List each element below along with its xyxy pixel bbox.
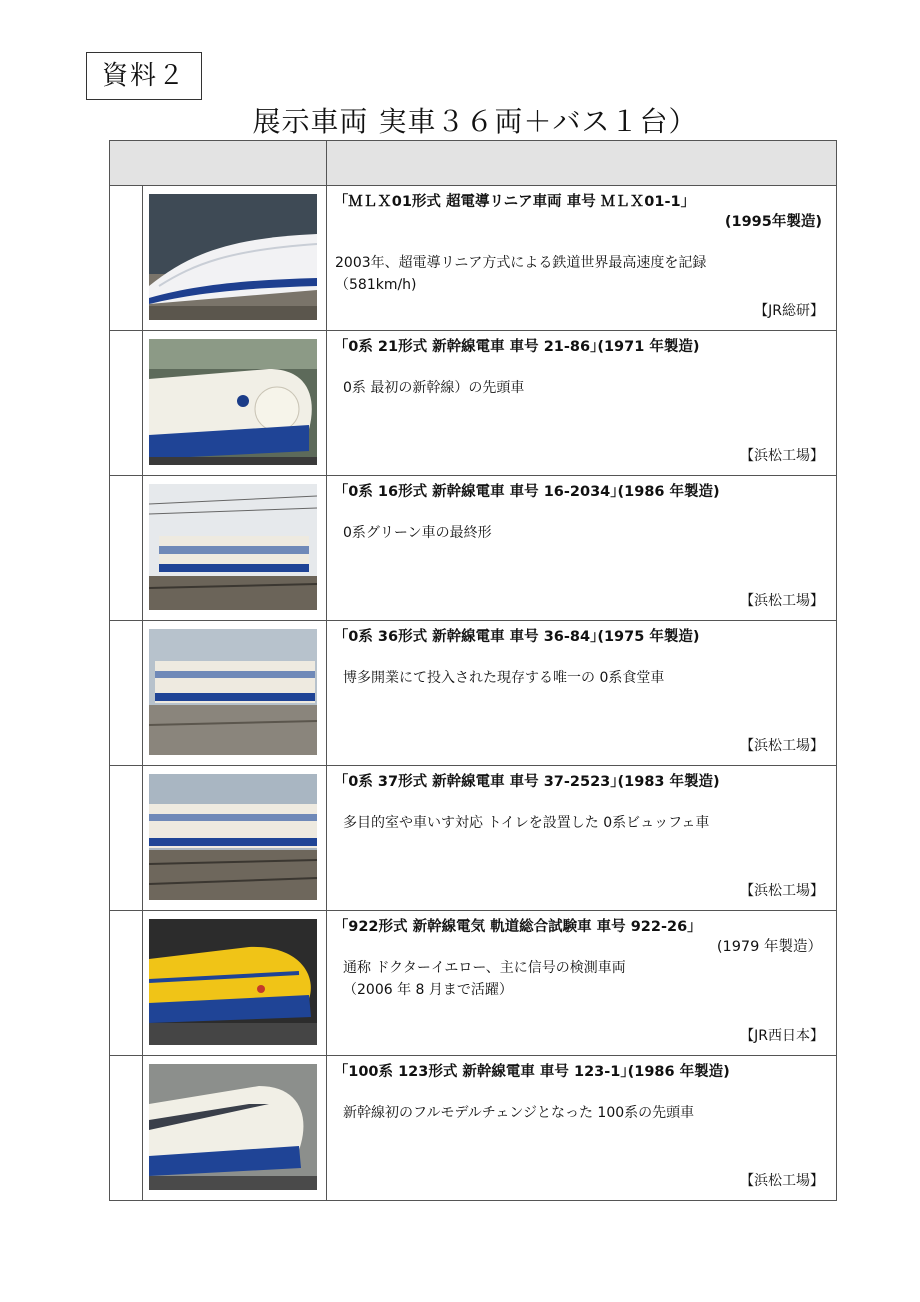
- table-row: [110, 621, 837, 766]
- vehicle-source: 【浜松工場】: [740, 1173, 824, 1189]
- vehicle-title: ｢100系 123形式 新幹線電車 車号 123-1｣(1986 年製造): [341, 1064, 730, 1080]
- vehicle-description: 2003年、超電導リニア方式による鉄道世界最高速度を記録 （581km/h): [335, 255, 707, 293]
- row-index-cell: [110, 911, 143, 1056]
- vehicle-source: 【JR西日本】: [740, 1028, 824, 1044]
- row-index-cell: [110, 1056, 143, 1201]
- vehicle-source: 【浜松工場】: [740, 593, 824, 609]
- photo-cell: [143, 476, 327, 621]
- vehicle-year: (1995年製造): [724, 214, 822, 230]
- vehicle-source: 【JR総研】: [754, 303, 824, 319]
- photo-cell: [143, 331, 327, 476]
- photo-cell: [143, 186, 327, 331]
- vehicle-source: 【浜松工場】: [740, 738, 824, 754]
- photo-cell: [143, 1056, 327, 1201]
- vehicle-title: ｢0系 36形式 新幹線電車 車号 36-84｣(1975 年製造): [341, 629, 700, 645]
- shinkansen-100-photo: [149, 1064, 317, 1190]
- header-cell-info: [327, 141, 837, 186]
- green-car-photo: [149, 484, 317, 610]
- table-row: [110, 1056, 837, 1201]
- vehicle-title: ｢0系 16形式 新幹線電車 車号 16-2034｣(1986 年製造): [341, 484, 720, 500]
- vehicle-description: 0系 最初の新幹線）の先頭車: [343, 380, 525, 396]
- page-title: 展示車両 実車３６両＋バス１台）: [252, 105, 698, 138]
- vehicle-description: 新幹線初のフルモデルチェンジとなった 100系の先頭車: [343, 1105, 695, 1121]
- table-row: [110, 476, 837, 621]
- info-cell: [327, 911, 837, 1056]
- row-index-cell: [110, 476, 143, 621]
- vehicle-description: 博多開業にて投入された現存する唯一の 0系食堂車: [343, 670, 665, 686]
- row-index-cell: [110, 186, 143, 331]
- vehicle-source: 【浜松工場】: [740, 883, 824, 899]
- info-cell: [327, 476, 837, 621]
- info-cell: [327, 766, 837, 911]
- photo-cell: [143, 621, 327, 766]
- table-row: [110, 766, 837, 911]
- maglev-photo: [149, 194, 317, 320]
- vehicle-description: 通称 ドクターイエロー、主に信号の検測車両 （2006 年 8 月まで活躍）: [343, 960, 626, 998]
- table-row: [110, 186, 837, 331]
- buffet-car-photo: [149, 774, 317, 900]
- photo-cell: [143, 766, 327, 911]
- vehicle-table: [109, 140, 837, 1201]
- row-index-cell: [110, 766, 143, 911]
- info-cell: [327, 186, 837, 331]
- row-index-cell: [110, 621, 143, 766]
- doctor-yellow-photo: [149, 919, 317, 1045]
- vehicle-title: ｢ＭＬＸ01形式 超電導リニア車両 車号 ＭＬＸ01-1｣: [341, 194, 688, 210]
- table-row: [110, 911, 837, 1056]
- row-index-cell: [110, 331, 143, 476]
- info-cell: [327, 621, 837, 766]
- info-cell: [327, 1056, 837, 1201]
- vehicle-description: 多目的室や車いす対応 トイレを設置した 0系ビュッフェ車: [343, 815, 710, 831]
- header-cell-photo: [110, 141, 327, 186]
- table-header-row: [110, 141, 837, 186]
- shinkansen-0-photo: [149, 339, 317, 465]
- vehicle-year: (1979 年製造）: [716, 939, 822, 955]
- dining-car-photo: [149, 629, 317, 755]
- vehicle-description: 0系グリーン車の最終形: [343, 525, 492, 541]
- vehicle-title: ｢0系 21形式 新幹線電車 車号 21-86｣(1971 年製造): [341, 339, 700, 355]
- table-row: [110, 331, 837, 476]
- info-cell: [327, 331, 837, 476]
- photo-cell: [143, 911, 327, 1056]
- vehicle-title: ｢922形式 新幹線電気 軌道総合試験車 車号 922-26｣: [341, 919, 695, 935]
- document-label: 資料２: [86, 52, 202, 100]
- vehicle-title: ｢0系 37形式 新幹線電車 車号 37-2523｣(1983 年製造): [341, 774, 720, 790]
- vehicle-source: 【浜松工場】: [740, 448, 824, 464]
